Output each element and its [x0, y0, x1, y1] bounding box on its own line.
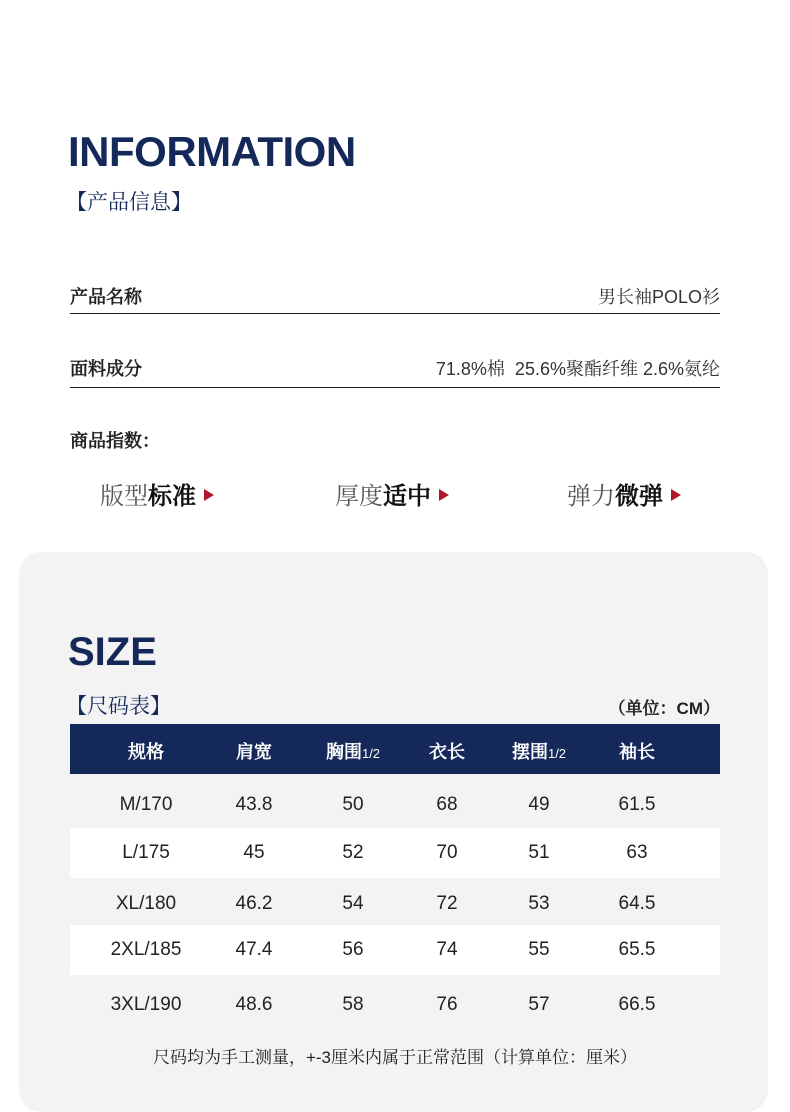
size-table-header: [70, 724, 720, 774]
header-chest: 胸围1/2: [325, 742, 381, 762]
index-thickness-value: 适中: [383, 483, 431, 510]
info-subtitle: 【产品信息】: [66, 191, 192, 214]
cell-chest: 50: [342, 794, 364, 815]
index-fit-value: 标准: [148, 483, 196, 510]
table-row: [70, 980, 720, 1030]
index-elasticity: [567, 476, 681, 511]
table-row: [70, 780, 720, 830]
spec-value: 男长袖POLO衫: [597, 287, 720, 307]
table-row: [70, 828, 720, 878]
table-row: [70, 925, 720, 975]
cell-length: 70: [436, 842, 458, 863]
header-sleeve: 袖长: [619, 742, 655, 762]
cell-hem: 57: [528, 994, 550, 1015]
cell-length: 72: [436, 893, 458, 914]
cell-shoulder: 43.8: [235, 794, 273, 815]
cell-sleeve: 64.5: [618, 893, 656, 914]
index-fit: [100, 476, 214, 511]
info-title: INFORMATION: [68, 128, 356, 175]
index-thickness-label: 厚度: [335, 483, 383, 510]
header-shoulder: 肩宽: [236, 742, 272, 762]
index-elasticity-value: 微弹: [615, 483, 663, 510]
cell-hem: 51: [528, 842, 550, 863]
spec-value: 71.8%棉 25.6%聚酯纤维 2.6%氨纶: [435, 359, 720, 379]
cell-shoulder: 48.6: [235, 994, 273, 1015]
cell-spec: 3XL/190: [110, 994, 182, 1015]
cell-sleeve: 63: [626, 842, 648, 863]
cell-sleeve: 65.5: [618, 939, 656, 960]
unit-label: （单位：CM）: [608, 699, 720, 718]
measurement-note: 尺码均为手工测量，+-3厘米内属于正常范围（计算单位：厘米）: [152, 1048, 638, 1067]
header-hem: 摆围1/2: [511, 742, 567, 762]
spec-key: 面料成分: [70, 359, 142, 379]
cell-chest: 56: [342, 939, 364, 960]
cell-hem: 53: [528, 893, 550, 914]
cell-spec: L/175: [122, 842, 170, 863]
cell-spec: XL/180: [115, 893, 177, 914]
cell-length: 68: [436, 794, 458, 815]
index-elasticity-label: 弹力: [567, 483, 615, 510]
cell-length: 76: [436, 994, 458, 1015]
spec-row-name: [70, 283, 720, 314]
cell-shoulder: 46.2: [235, 893, 273, 914]
triangle-icon: [439, 489, 449, 501]
size-title: SIZE: [68, 630, 157, 674]
cell-length: 74: [436, 939, 458, 960]
header-spec: 规格: [128, 742, 164, 762]
cell-shoulder: 45: [243, 842, 265, 863]
spec-row-fabric: [70, 355, 720, 388]
cell-spec: 2XL/185: [110, 939, 182, 960]
table-row: [70, 879, 720, 929]
cell-sleeve: 66.5: [618, 994, 656, 1015]
cell-spec: M/170: [119, 794, 173, 815]
cell-hem: 49: [528, 794, 550, 815]
cell-sleeve: 61.5: [618, 794, 656, 815]
triangle-icon: [671, 489, 681, 501]
spec-key: 产品名称: [70, 287, 142, 307]
cell-hem: 55: [528, 939, 550, 960]
header-length: 衣长: [429, 742, 465, 762]
cell-shoulder: 47.4: [235, 939, 273, 960]
size-subtitle: 【尺码表】: [66, 695, 171, 718]
cell-chest: 58: [342, 994, 364, 1015]
index-fit-label: 版型: [100, 483, 148, 510]
index-label: 商品指数：: [70, 431, 160, 451]
index-thickness: [335, 476, 449, 511]
cell-chest: 54: [342, 893, 364, 914]
cell-chest: 52: [342, 842, 364, 863]
triangle-icon: [204, 489, 214, 501]
